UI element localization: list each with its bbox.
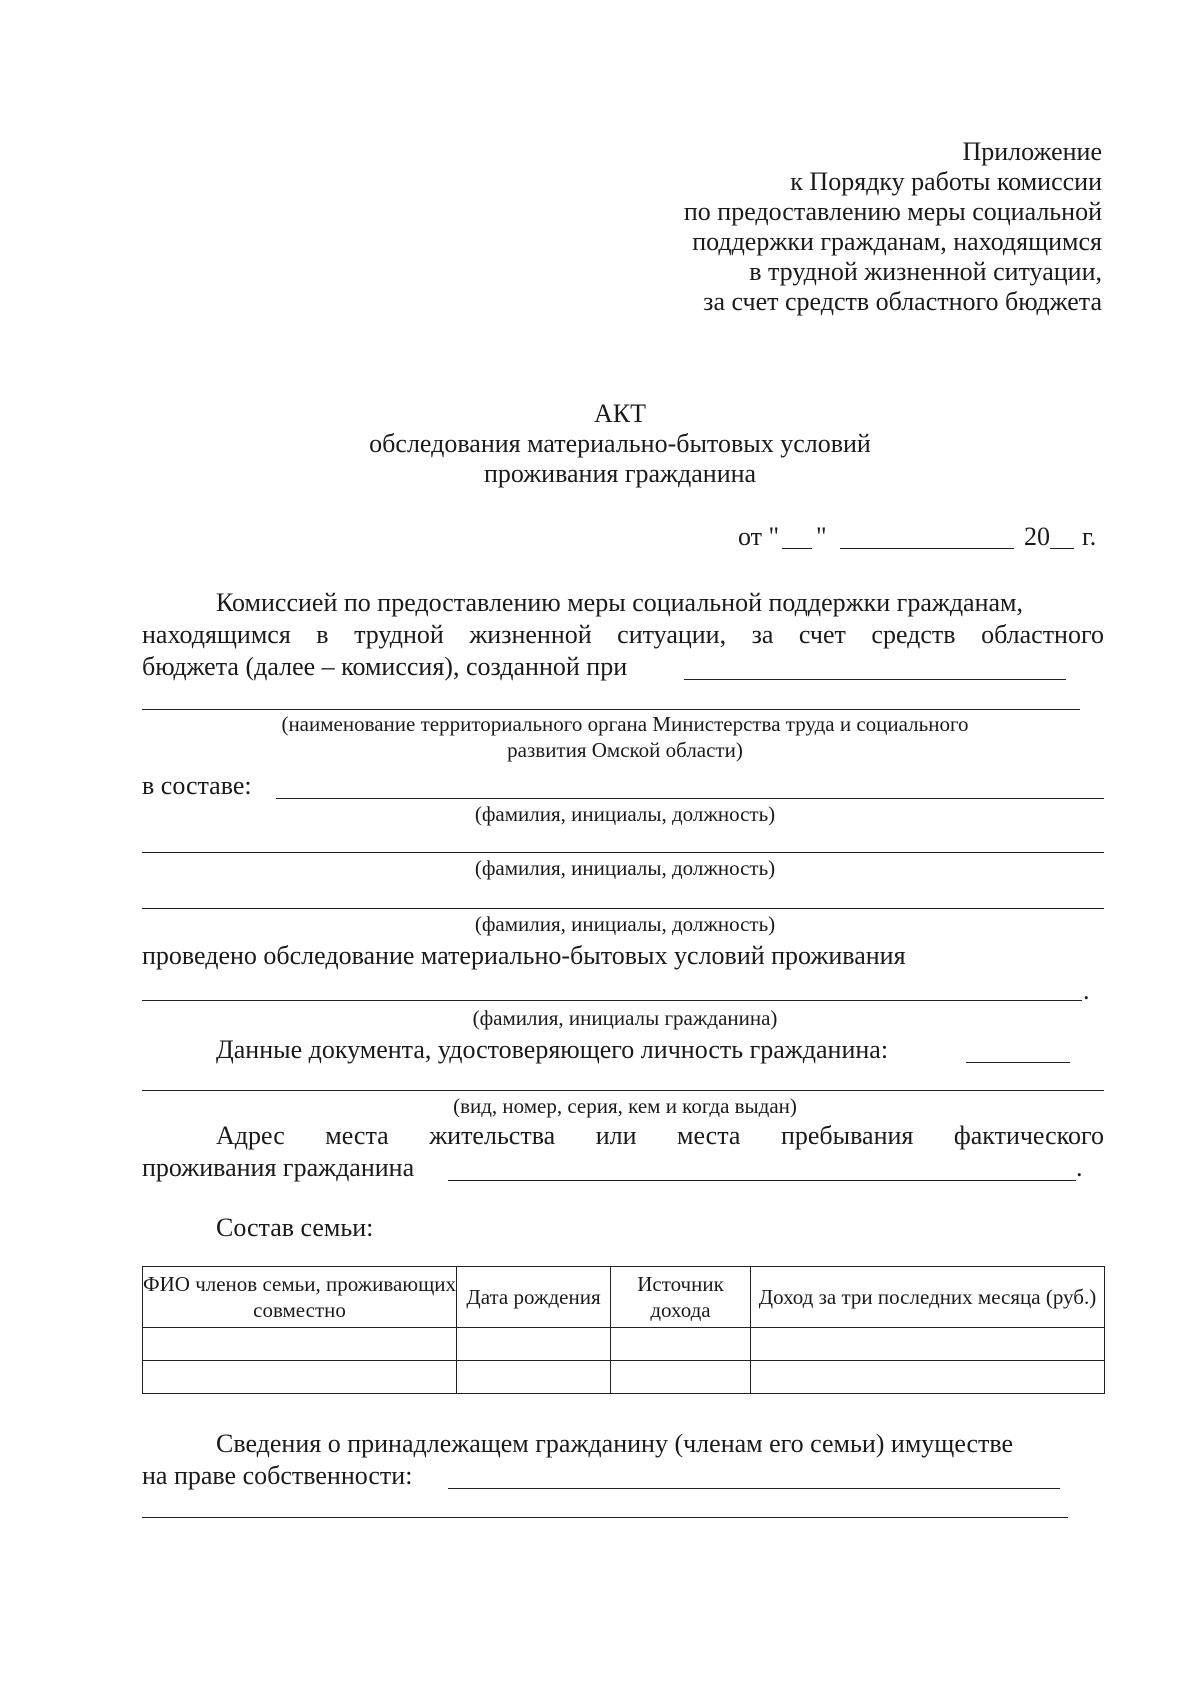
address-blank[interactable] [448,1180,1076,1181]
act-title-main: АКТ [594,399,646,428]
intro-line-3: бюджета (далее – комиссия), созданной при [142,652,628,681]
id-document-text: Данные документа, удостоверяющего личность гражданина: [216,1035,889,1064]
property-blank-1[interactable] [448,1488,1060,1489]
table-row [143,1361,1105,1394]
family-label: Состав семьи: [216,1213,374,1242]
member-caption-2: (фамилия, инициалы, должность) [474,856,776,880]
column-header-name: ФИО членов семьи, проживающих совместно [143,1267,457,1328]
column-header-birthdate: Дата рождения [457,1267,611,1328]
property-line-2: на праве собственности: [142,1461,413,1490]
citizen-caption: (фамилия, инициалы гражданина) [472,1006,778,1030]
property-blank-2[interactable] [142,1517,1068,1518]
family-table-header [143,1267,1105,1328]
appendix-line: к Порядку работы комиссии [790,167,1102,196]
act-title-sub: обследования материально-бытовых условий [369,429,871,458]
member-blank-3[interactable] [142,908,1104,909]
table-cell[interactable] [611,1328,751,1361]
organ-caption-line: развития Омской области) [507,738,743,762]
organ-blank-2[interactable] [142,709,1080,710]
property-line-1: Сведения о принадлежащем гражданину (членам его семьи) имуществе [216,1429,1014,1458]
act-title [300,399,940,489]
table-cell[interactable] [457,1328,611,1361]
year-prefix: 20 [1024,522,1050,551]
member-blank-1[interactable] [276,798,1104,799]
id-document-blank-2[interactable] [142,1090,1104,1091]
day-blank[interactable] [782,548,812,549]
survey-end-mark: . [1083,976,1090,1005]
appendix-line: поддержки гражданам, находящимся [692,227,1102,256]
column-header-income-amount: Доход за три последних месяца (руб.) [751,1267,1105,1328]
table-cell[interactable] [143,1361,457,1394]
address-end-mark: . [1076,1153,1083,1182]
survey-text: проведено обследование материально-бытовых условий проживания [142,941,906,970]
appendix-line: по предоставлению меры социальной [683,197,1102,226]
year-suffix: г. [1082,522,1097,551]
organ-caption [200,711,1050,763]
family-table [142,1266,1105,1394]
appendix-line: в трудной жизненной ситуации, [749,257,1102,286]
address-line-1: Адрес места жительства или места пребывания фактического [216,1121,1104,1150]
id-document-blank-1[interactable] [966,1062,1070,1063]
date-prefix: от " [738,522,780,551]
act-title-sub: проживания гражданина [483,459,757,488]
column-header-income-source: Источник дохода [611,1267,751,1328]
composition-label: в составе: [142,771,252,800]
table-cell[interactable] [457,1361,611,1394]
appendix-line: за счет средств областного бюджета [703,287,1102,316]
month-blank[interactable] [840,548,1014,549]
table-cell[interactable] [143,1328,457,1361]
id-document-caption: (вид, номер, серия, кем и когда выдан) [453,1094,797,1118]
intro-line-1: Комиссией по предоставлению меры социальной поддержки гражданам, [216,588,1024,617]
table-cell[interactable] [751,1328,1105,1361]
member-caption-3: (фамилия, инициалы, должность) [474,912,776,936]
organ-blank-1[interactable] [684,679,1066,680]
table-cell[interactable] [611,1361,751,1394]
organ-caption-line: (наименование территориального органа Министерства труда и социального [281,712,969,736]
table-row [143,1328,1105,1361]
citizen-blank[interactable] [142,1000,1082,1001]
address-line-2: проживания гражданина [142,1153,415,1182]
intro-line-2: находящимся в трудной жизненной ситуации, за счет средств областного [142,620,1104,649]
member-caption-1: (фамилия, инициалы, должность) [474,802,776,826]
table-cell[interactable] [751,1361,1105,1394]
year-blank[interactable] [1050,548,1074,549]
member-blank-2[interactable] [142,852,1104,853]
appendix-header [684,137,1102,317]
date-quote-close: " [816,522,827,551]
appendix-line: Приложение [962,137,1102,166]
